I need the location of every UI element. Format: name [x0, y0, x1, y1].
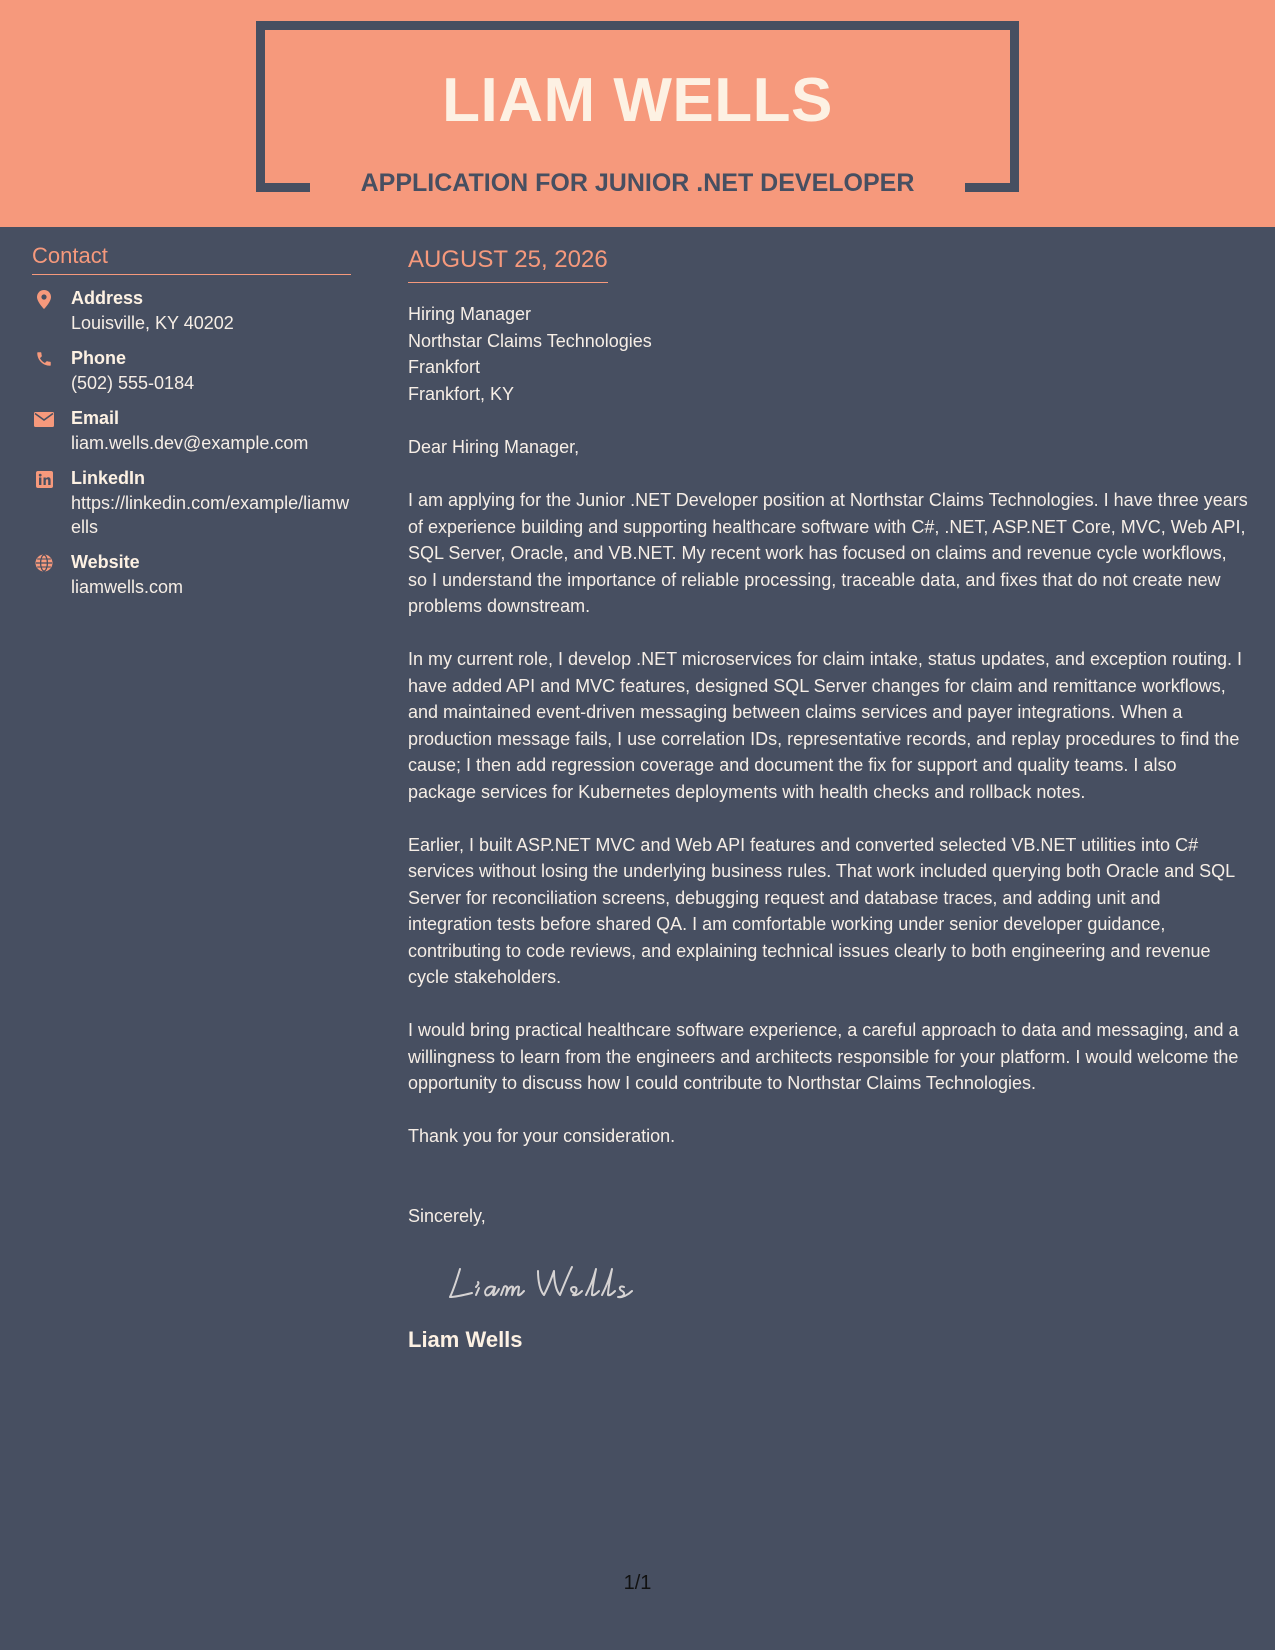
contact-value: (502) 555-0184: [71, 373, 195, 393]
header-banner: [0, 0, 1275, 227]
contact-value: Louisville, KY 40202: [71, 313, 234, 333]
contact-item-website: [32, 550, 351, 599]
contact-item-phone: [32, 346, 351, 395]
page-number: 1/1: [623, 1572, 652, 1594]
application-title: [256, 166, 1019, 200]
recipient-line: Frankfort: [408, 357, 481, 377]
contact-value[interactable]: https://linkedin.com/example/liamwells: [71, 493, 350, 537]
applicant-name: LIAM WELLS: [442, 66, 833, 135]
letter-body: [408, 240, 1248, 1355]
letter-paragraph: Thank you for your consideration.: [408, 1126, 676, 1146]
recipient-line: Northstar Claims Technologies: [408, 330, 652, 351]
phone-icon: [34, 349, 54, 369]
letter-paragraph: In my current role, I develop .NET microservices for claim intake, status updates, and exception routing. I have added API and MVC features, designed SQL Server changes for claim and remittance workflows, and maintained event-driven messaging between claims services and payer integrations. When a production message fails, I use correlation IDs, representative records, and replay procedures to find the cause; I then add regression coverage and document the fix for support and quality teams. I also package services for Kubernetes deployments with health checks and rollback notes.: [408, 649, 1243, 802]
application-title-text: APPLICATION FOR JUNIOR .NET DEVELOPER: [349, 169, 927, 197]
contact-sidebar: [32, 240, 351, 610]
envelope-icon: [34, 409, 54, 429]
contact-label: Phone: [71, 348, 127, 368]
letter-paragraph: I am applying for the Junior .NET Developer position at Northstar Claims Technologies. I have three years of experience building and supporting healthcare software with C#, .NET, ASP.NET Core, MVC, Web API, SQL Server, Oracle, and VB.NET. My recent work has focused on claims and revenue cycle workflows, so I understand the importance of reliable processing, traceable data, and fixes that do not create new problems downstream.: [408, 490, 1248, 616]
contact-item-email: [32, 406, 351, 455]
letter-paragraph: I would bring practical healthcare software experience, a careful approach to data and messaging, and a willingness to learn from the engineers and architects responsible for your platform. I would welcome the opportunity to discuss how I could contribute to Northstar Claims Technologies.: [408, 1020, 1239, 1093]
contact-heading: Contact: [32, 240, 351, 275]
recipient-line: Frankfort, KY: [408, 383, 515, 404]
contact-label: Address: [71, 288, 144, 308]
contact-label: LinkedIn: [71, 468, 146, 488]
salutation: Dear Hiring Manager,: [408, 437, 580, 457]
signer-name: Liam Wells: [408, 1327, 523, 1352]
map-pin-icon: [34, 289, 54, 309]
contact-label: Email: [71, 408, 120, 428]
contact-list: [32, 286, 351, 599]
letter-date: AUGUST 25, 2026: [408, 240, 608, 283]
recipient-block: [408, 301, 1248, 407]
closing: Sincerely,: [408, 1205, 486, 1226]
contact-item-linkedin: [32, 466, 351, 539]
linkedin-icon: [34, 469, 54, 489]
handwritten-signature: [446, 1257, 1248, 1307]
letter-paragraph: Earlier, I built ASP.NET MVC and Web API features and converted selected VB.NET utilities into C# services without losing the underlying business rules. That work included querying both Oracle and SQL Server for reconciliation screens, debugging request and database traces, and adding unit and integration tests before shared QA. I am comfortable working under senior developer guidance, contributing to code reviews, and explaining technical issues clearly to both engineering and revenue cycle stakeholders.: [408, 834, 1235, 987]
contact-value[interactable]: liamwells.com: [71, 577, 184, 597]
contact-value: liam.wells.dev@example.com: [71, 433, 309, 453]
globe-icon: [34, 553, 54, 573]
contact-label: Website: [71, 552, 140, 572]
contact-item-address: [32, 286, 351, 335]
recipient-line: Hiring Manager: [408, 304, 532, 324]
